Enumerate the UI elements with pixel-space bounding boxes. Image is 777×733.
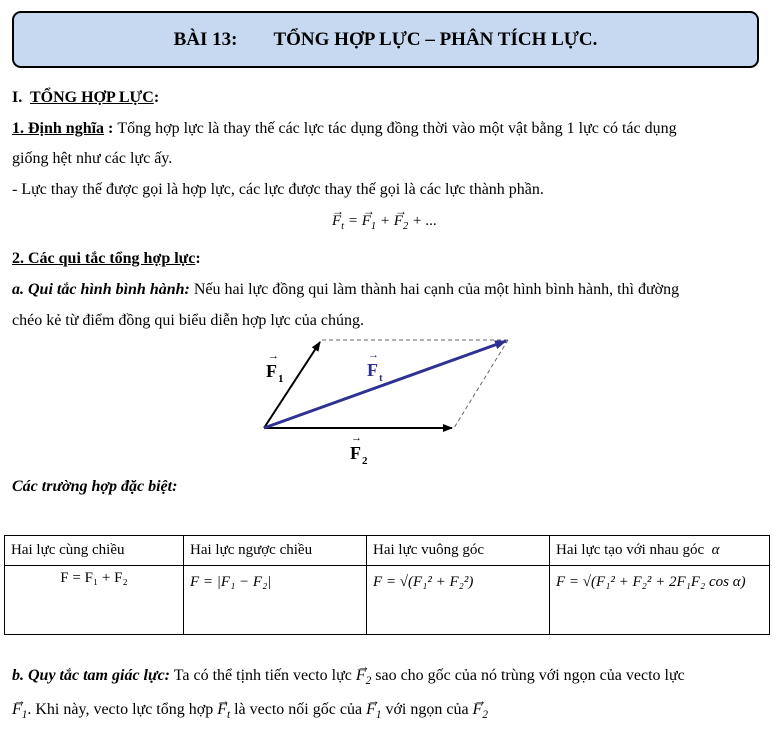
lesson-number: BÀI 13: (173, 28, 238, 50)
vector-ft-inline: → $F_t$ (217, 700, 230, 725)
definition-paragraph (12, 119, 677, 139)
f2-label (350, 432, 368, 467)
parallelogram-rule-label: a. Qui tắc hình bình hành: (12, 281, 190, 298)
vector-ft: → $F_t$ (332, 213, 344, 232)
formula-angle: F = √(F₁² + F₂² + 2F₁F₂ cos α) (550, 566, 770, 635)
rules-colon: : (195, 250, 201, 267)
definition-label: 1. Định nghĩa (12, 120, 105, 137)
header-same-direction: Hai lực cùng chiều (5, 536, 184, 566)
vector-f2: → $F_2$ (394, 213, 408, 232)
svg-text:→: → (268, 350, 279, 362)
header-angle: Hai lực tạo với nhau góc α (550, 536, 770, 566)
vector-f1-inline: → $F_1$ (12, 700, 27, 725)
formula-plus: + (376, 213, 394, 229)
definition-note: - Lực thay thế được gọi là hợp lực, các lực được thay thế gọi là các lực thành phần. (12, 181, 544, 198)
svg-text:→: → (351, 432, 362, 444)
vector-f1: → $F_1$ (362, 213, 376, 232)
lesson-title: TỔNG HỢP LỰC – PHÂN TÍCH LỰC. (273, 28, 598, 50)
ft-label (367, 349, 383, 384)
alpha-symbol: α (711, 542, 720, 558)
resultant-formula (332, 213, 437, 232)
section-number: I. (12, 89, 23, 106)
formula-perpendicular: F = √(F₁² + F₂²) (367, 566, 550, 635)
special-cases-table (4, 535, 770, 635)
section-colon: : (153, 89, 160, 106)
svg-text:F: F (266, 361, 277, 381)
triangle-text-3: . Khi này, vecto lực tổng hợp (27, 701, 218, 718)
formula-tail: + ... (408, 213, 438, 229)
triangle-rule-line-1 (12, 666, 685, 691)
formula-opposite-direction: F = |F₁ − F₂| (184, 566, 367, 635)
header-perpendicular: Hai lực vuông góc (367, 536, 550, 566)
definition-separator: : (104, 120, 118, 137)
dashed-right-side (454, 340, 508, 428)
table-header-row (5, 536, 770, 566)
parallelogram-rule-text-2: chéo kẻ từ điểm đồng qui biểu diễn hợp lực của chúng. (12, 312, 364, 329)
svg-text:F: F (367, 360, 378, 380)
special-cases-label: Các trường hợp đặc biệt: (12, 478, 178, 495)
parallelogram-rule (12, 280, 679, 300)
definition-text-2: giống hệt như các lực ấy. (12, 150, 173, 167)
f1-label (266, 350, 284, 385)
vector-f2b-inline: → $F_2$ (473, 700, 488, 725)
svg-text:2: 2 (362, 455, 368, 467)
vector-f1b-inline: → $F_1$ (366, 700, 381, 725)
triangle-text-4: là vecto nối gốc của (230, 701, 367, 718)
header-opposite-direction: Hai lực ngược chiều (184, 536, 367, 566)
definition-text-1: Tổng hợp lực là thay thế các lực tác dụng đồng thời vào một vật bằng 1 lực có tác dụng (117, 120, 677, 137)
table-row (5, 566, 770, 635)
rules-heading (12, 249, 201, 269)
lesson-title-banner (12, 11, 759, 68)
section-title: TỔNG HỢP LỰC (29, 89, 154, 106)
ft-arrow (264, 341, 506, 428)
parallelogram-diagram (240, 332, 530, 472)
triangle-text-2: sao cho gốc của nó trùng với ngọn của vecto lực (371, 667, 685, 684)
svg-text:F: F (350, 443, 361, 463)
rules-title: 2. Các qui tắc tổng hợp lực (12, 250, 196, 267)
formula-same-direction: F = F₁ + F₂ (5, 566, 184, 635)
svg-text:t: t (379, 372, 383, 384)
parallelogram-rule-text-1: Nếu hai lực đồng qui làm thành hai cạnh của một hình bình hành, thì đường (189, 281, 680, 298)
triangle-text-5: với ngọn của (381, 701, 473, 718)
triangle-text-1: Ta có thể tịnh tiến vecto lực (170, 667, 356, 684)
triangle-rule-label: b. Quy tắc tam giác lực: (12, 667, 170, 684)
formula-equals: = (344, 213, 362, 229)
svg-text:→: → (368, 349, 379, 361)
vector-f2-inline: → $F_2$ (356, 666, 371, 691)
section-heading (12, 88, 159, 108)
svg-text:1: 1 (278, 373, 284, 385)
triangle-rule-line-2 (12, 700, 488, 725)
